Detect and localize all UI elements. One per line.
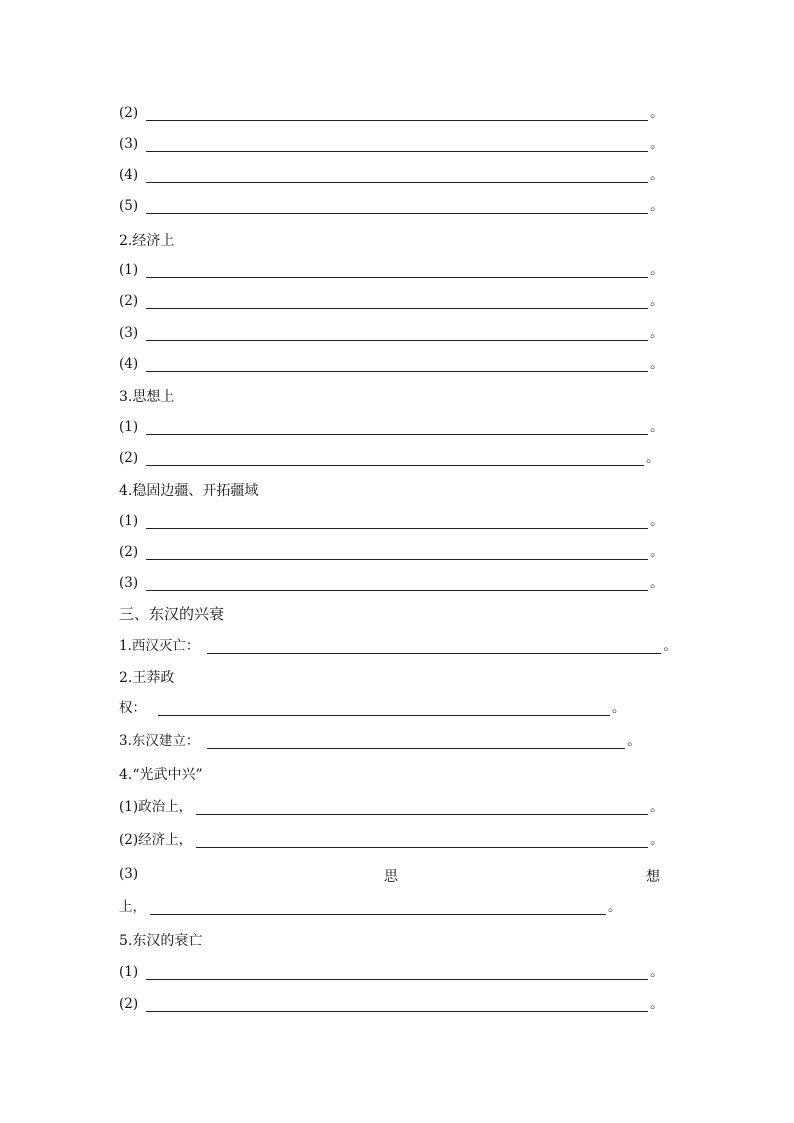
item-number: (1) [119,964,139,980]
item-number: (1) [119,262,139,278]
blank-line-item [119,132,664,152]
period: 。 [650,799,664,815]
item-number: (2) [119,293,139,309]
period: 。 [650,964,664,980]
answer-blank[interactable] [146,576,648,591]
period: 。 [650,167,664,183]
justified-char: 思 [384,869,398,885]
heading-decline: 5.东汉的衰亡 [119,933,203,949]
period: 。 [612,700,626,716]
period: 。 [650,198,664,214]
blank-line-founding [119,729,641,749]
answer-blank[interactable] [146,545,648,560]
item-label: 1.西汉灭亡： [119,638,200,654]
period: 。 [650,325,664,341]
period: 。 [650,293,664,309]
item-number: (4) [119,356,139,372]
blank-line-fall [119,634,677,654]
item-label: (2)经济上， [119,832,193,848]
blank-line-item [119,163,664,183]
period: 。 [650,262,664,278]
blank-line-item [119,289,664,309]
blank-line-item [119,258,664,278]
answer-blank[interactable] [146,326,648,341]
period: 。 [650,136,664,152]
answer-blank[interactable] [146,420,648,435]
justified-char: 想 [646,869,660,885]
blank-line-item [119,194,664,214]
item-number: (5) [119,198,139,214]
item-number: (4) [119,167,139,183]
answer-blank[interactable] [150,900,606,915]
period: 。 [627,733,641,749]
heading-thought: 3.思想上 [119,389,175,405]
answer-blank[interactable] [146,965,648,980]
period: 。 [663,638,677,654]
heading-wangmang: 2.王莽政 [119,670,175,686]
heading-guangwu: 4.“光武中兴” [119,767,203,783]
answer-blank[interactable] [158,701,610,716]
answer-blank[interactable] [146,137,648,152]
item-number: (2) [119,544,139,560]
blank-line-item [119,415,664,435]
item-number: (3) [119,325,139,341]
period: 。 [650,513,664,529]
period: 。 [650,356,664,372]
answer-blank[interactable] [146,106,648,121]
item-label: (1)政治上， [119,799,193,815]
period: 。 [650,996,664,1012]
item-number: (1) [119,513,139,529]
answer-blank[interactable] [196,833,648,848]
item-number: (1) [119,419,139,435]
answer-blank[interactable] [146,357,648,372]
item-label: 3.东汉建立： [119,733,200,749]
item-label: 权： [119,700,146,716]
blank-line-item [119,352,664,372]
blank-line-item [119,321,664,341]
item-label: 上， [119,899,146,915]
period: 。 [608,899,622,915]
blank-line-thought [119,895,622,915]
blank-line-item [119,540,664,560]
answer-blank[interactable] [146,294,648,309]
period: 。 [646,450,660,466]
period: 。 [650,419,664,435]
blank-line-item [119,509,664,529]
answer-blank[interactable] [146,199,648,214]
period: 。 [650,544,664,560]
period: 。 [650,832,664,848]
answer-blank[interactable] [146,997,648,1012]
blank-line-item [119,960,664,980]
heading-frontier: 4.稳固边疆、开拓疆域 [119,483,259,499]
item-number: (3) [119,866,139,882]
answer-blank[interactable] [207,639,661,654]
blank-line-wangmang [119,696,626,716]
blank-line-item [119,571,664,591]
blank-line-politics [119,795,664,815]
blank-line-item [119,446,660,466]
blank-line-item [119,992,664,1012]
heading-economy: 2.经济上 [119,233,175,249]
item-number: (3) [119,136,139,152]
period: 。 [650,575,664,591]
answer-blank[interactable] [146,514,648,529]
section-title: 三、东汉的兴衰 [119,605,225,623]
answer-blank[interactable] [146,263,648,278]
answer-blank[interactable] [207,734,625,749]
blank-line-economy [119,828,664,848]
item-number: (3) [119,575,139,591]
answer-blank[interactable] [146,168,648,183]
item-number: (2) [119,450,139,466]
item-number: (2) [119,996,139,1012]
period: 。 [650,105,664,121]
item-number: (2) [119,105,139,121]
blank-line-item [119,101,664,121]
answer-blank[interactable] [196,800,648,815]
answer-blank[interactable] [146,451,644,466]
